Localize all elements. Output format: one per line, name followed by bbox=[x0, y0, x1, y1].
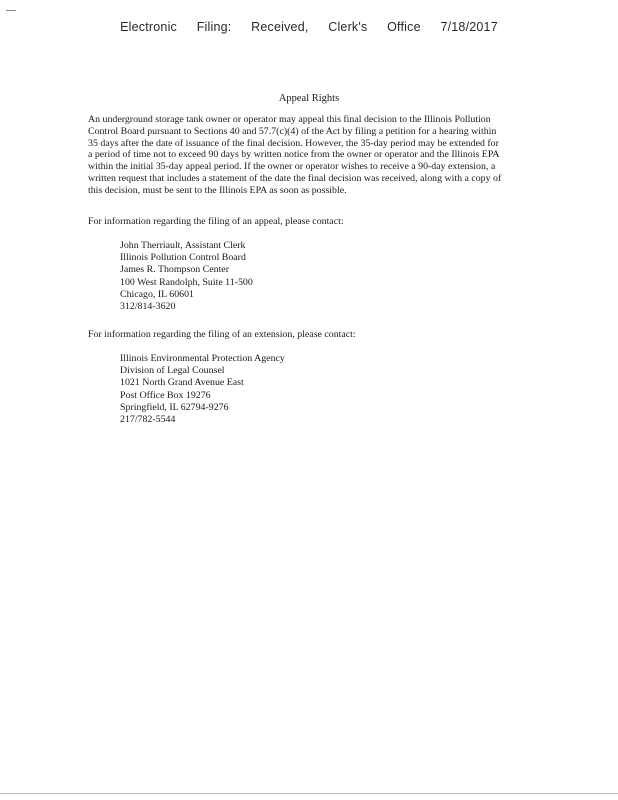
address-line: Post Office Box 19276 bbox=[120, 389, 211, 401]
paragraph-line: Control Board pursuant to Sections 40 and 57.7(c)(4) of the Act by filing a petition for a hearing within bbox=[88, 125, 497, 137]
address-line: 1021 North Grand Avenue East bbox=[120, 377, 244, 389]
stamp-part: Received, bbox=[251, 20, 309, 34]
scan-edge-line bbox=[0, 793, 618, 794]
extension-contact-intro: For information regarding the filing of an extension, please contact: bbox=[88, 329, 356, 340]
address-line: John Therriault, Assistant Clerk bbox=[120, 240, 246, 251]
stamp-part: Filing: bbox=[196, 20, 232, 34]
paragraph-line: a period of time not to exceed 90 days by written notice from the owner or operator and the Illinois EPA bbox=[88, 149, 500, 161]
appeal-contact-address bbox=[120, 240, 253, 313]
electronic-filing-stamp bbox=[0, 20, 618, 34]
stamp-date: 7/18/2017 bbox=[440, 20, 498, 34]
address-line: Springfield, IL 62794-9276 bbox=[120, 401, 229, 413]
address-line: 100 West Randolph, Suite 11-500 bbox=[120, 276, 253, 288]
paragraph-line: written request that includes a statement of the date the final decision was received, along with a copy of bbox=[88, 172, 502, 184]
address-line: James R. Thompson Center bbox=[120, 264, 229, 276]
paragraph-line: this decision, must be sent to the Illinois EPA as soon as possible. bbox=[88, 184, 347, 196]
phone-line: 217/782-5544 bbox=[120, 414, 176, 426]
page-title: Appeal Rights bbox=[278, 93, 340, 104]
address-line: Chicago, IL 60601 bbox=[120, 288, 194, 300]
stamp-part: Office bbox=[387, 20, 421, 34]
extension-contact-address bbox=[120, 353, 285, 426]
stamp-part: Clerk's bbox=[328, 20, 368, 34]
address-line: Illinois Pollution Control Board bbox=[120, 252, 246, 264]
appeal-rights-paragraph bbox=[88, 114, 540, 197]
paragraph-line: 35 days after the date of issuance of the final decision. However, the 35-day period may be extended for bbox=[88, 137, 499, 149]
address-line: Division of Legal Counsel bbox=[120, 365, 225, 377]
address-line: Illinois Environmental Protection Agency bbox=[120, 353, 285, 364]
stamp-part: Electronic bbox=[120, 20, 178, 34]
paragraph-line: within the initial 35-day appeal period. If the owner or operator wishes to receive a 90-day extension, a bbox=[88, 161, 496, 173]
scan-mark bbox=[6, 10, 16, 11]
paragraph-line: An underground storage tank owner or operator may appeal this final decision to the Illinois Pollution bbox=[88, 114, 491, 125]
phone-line: 312/814-3620 bbox=[120, 301, 176, 313]
appeal-contact-intro: For information regarding the filing of an appeal, please contact: bbox=[88, 216, 344, 227]
